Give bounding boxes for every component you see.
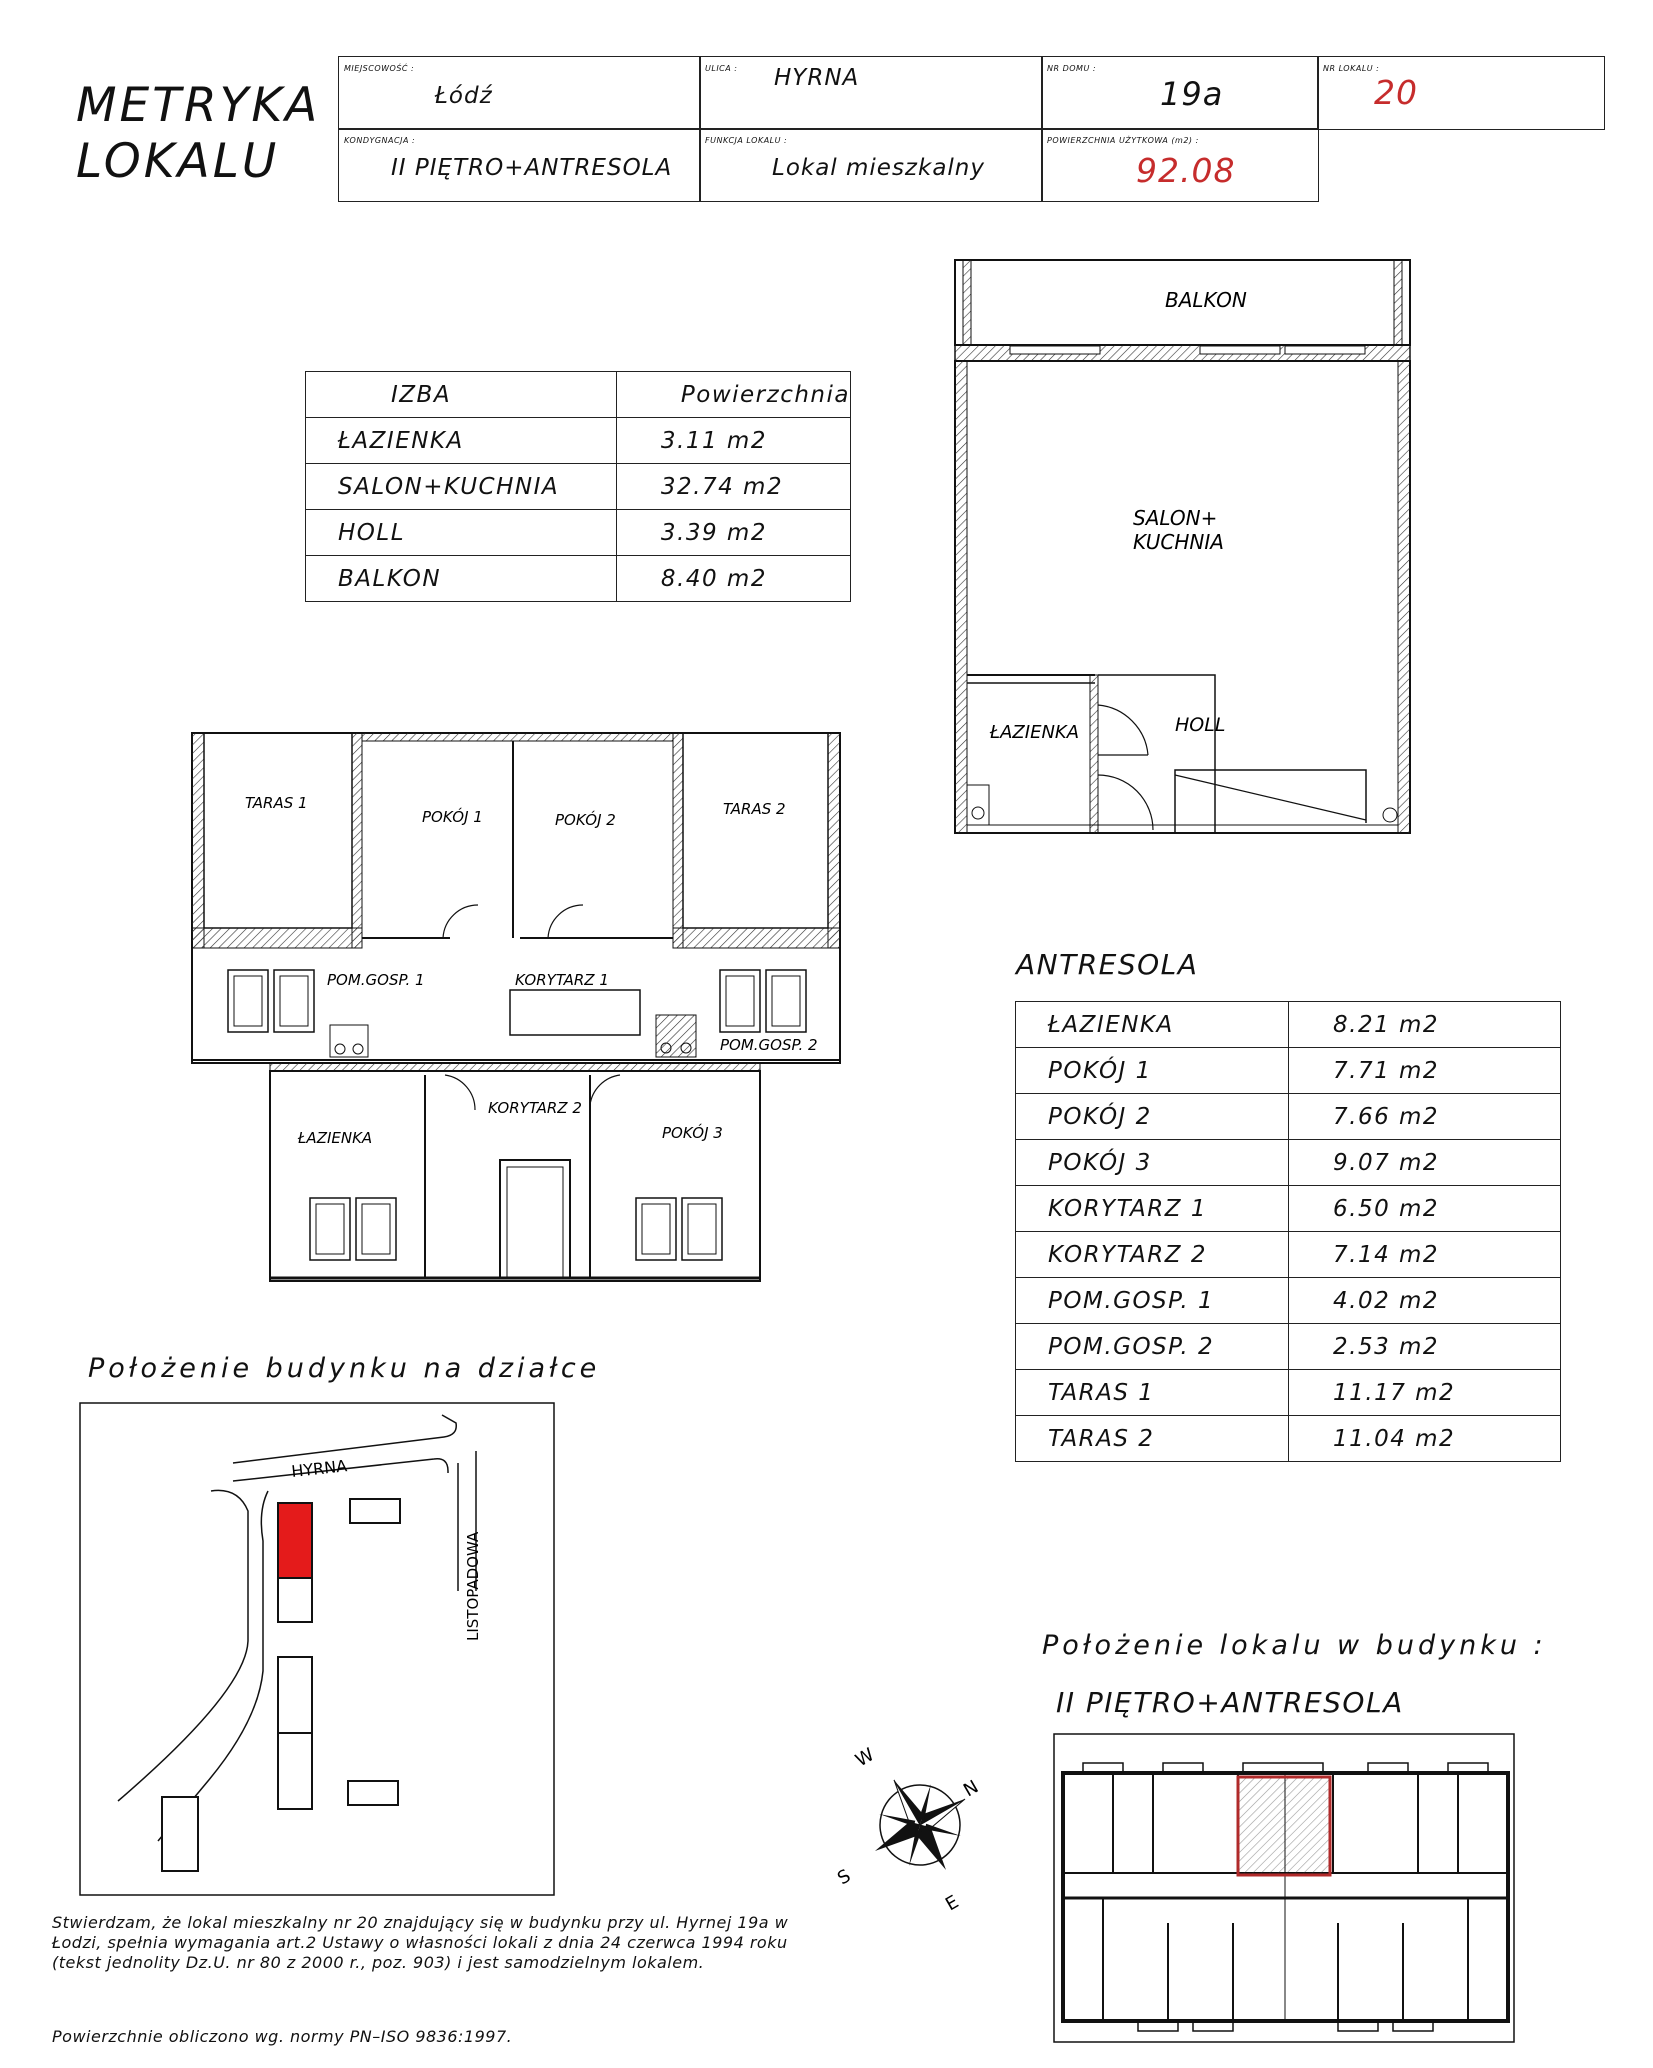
compass-north: N (960, 1776, 983, 1802)
table-row (306, 556, 851, 602)
room-area-cell: 8.21 m2 (1289, 1002, 1561, 1048)
table-row (1016, 1186, 1561, 1232)
field-label: FUNKCJA LOKALU : (705, 136, 788, 145)
field-funkcja (699, 128, 1043, 202)
table-row (1016, 1416, 1561, 1462)
table-header-cell: IZBA (306, 372, 617, 418)
room-name-cell: HOLL (306, 510, 617, 556)
upper-label-holl: HOLL (1175, 714, 1226, 736)
compass-star (849, 1754, 991, 1896)
upper-label-balkon: BALKON (1165, 288, 1247, 312)
antr-label-korytarz2: KORYTARZ 2 (488, 1099, 582, 1117)
room-name-cell: TARAS 1 (1016, 1370, 1289, 1416)
table-row (1016, 1370, 1561, 1416)
field-ulica (699, 56, 1043, 130)
room-name-cell: BALKON (306, 556, 617, 602)
room-name-cell: ŁAZIENKA (1016, 1002, 1289, 1048)
title-line-2: LOKALU (76, 134, 280, 189)
room-area-cell: 7.14 m2 (1289, 1232, 1561, 1278)
room-area-cell: 8.40 m2 (616, 556, 850, 602)
compass-rose-icon (834, 1735, 998, 1916)
room-area-cell: 7.71 m2 (1289, 1048, 1561, 1094)
table-row (306, 510, 851, 556)
site-plan-title: Położenie budynku na działce (88, 1353, 601, 1384)
field-label: MIEJSCOWOŚĆ : (344, 64, 415, 73)
antresola-area-table (1015, 1001, 1561, 1462)
field-value: 19a (1160, 75, 1224, 113)
room-area-cell: 6.50 m2 (1289, 1186, 1561, 1232)
room-area-cell: 7.66 m2 (1289, 1094, 1561, 1140)
room-name-cell: POKÓJ 1 (1016, 1048, 1289, 1094)
site-building (278, 1657, 312, 1733)
antr-label-taras2: TARAS 2 (723, 800, 786, 818)
upper-label-salon-1: SALON+ (1133, 506, 1218, 530)
floor-plan-antresola (190, 730, 846, 1285)
antr-label-korytarz1: KORYTARZ 1 (515, 971, 609, 989)
field-label: POWIERZCHNIA UŻYTKOWA (m2) : (1047, 136, 1199, 145)
norm-note: Powierzchnie obliczono wg. normy PN–ISO 9836:1997. (52, 2027, 513, 2046)
vent-shafts (330, 1015, 696, 1057)
site-building (162, 1797, 198, 1871)
table-row (1016, 1324, 1561, 1370)
field-value: HYRNA (774, 65, 860, 91)
field-label: NR DOMU : (1047, 64, 1097, 73)
room-name-cell: TARAS 2 (1016, 1416, 1289, 1462)
antr-label-pomgosp2: POM.GOSP. 2 (720, 1036, 818, 1054)
compass-west: W (852, 1744, 878, 1772)
compass-east: E (942, 1891, 963, 1916)
field-value: Łódź (435, 83, 493, 109)
field-value: 20 (1374, 73, 1418, 112)
field-kondygnacja (338, 128, 701, 202)
balcony-wall (955, 345, 1410, 361)
upper-label-lazienka: ŁAZIENKA (990, 722, 1080, 743)
room-name-cell: ŁAZIENKA (306, 418, 617, 464)
antr-label-lazienka: ŁAZIENKA (298, 1129, 373, 1147)
table-row (1016, 1140, 1561, 1186)
upper-label-salon-2: KUCHNIA (1133, 530, 1224, 554)
location-floor: II PIĘTRO+ANTRESOLA (1056, 1686, 1404, 1719)
antr-label-pokoj1: POKÓJ 1 (422, 808, 483, 826)
field-nr-lokalu (1317, 56, 1605, 130)
room-area-cell: 32.74 m2 (616, 464, 850, 510)
room-area-cell: 11.04 m2 (1289, 1416, 1561, 1462)
room-name-cell: KORYTARZ 2 (1016, 1232, 1289, 1278)
site-building (278, 1733, 312, 1809)
table-row (1016, 1094, 1561, 1140)
site-building (278, 1578, 312, 1622)
apartment-highlight (1238, 1777, 1330, 1875)
room-name-cell: POKÓJ 3 (1016, 1140, 1289, 1186)
room-area-cell: 11.17 m2 (1289, 1370, 1561, 1416)
room-area-cell: 4.02 m2 (1289, 1278, 1561, 1324)
table-row (306, 464, 851, 510)
street-label-hyrna: HYRNA (290, 1456, 348, 1481)
field-powierzchnia (1041, 128, 1319, 202)
site-building (348, 1781, 398, 1805)
antr-label-pomgosp1: POM.GOSP. 1 (327, 971, 425, 989)
antr-label-pokoj3: POKÓJ 3 (662, 1124, 723, 1142)
room-area-table (305, 371, 851, 602)
field-value: 92.08 (1136, 151, 1236, 190)
room-area-cell: 3.39 m2 (616, 510, 850, 556)
field-nr-domu (1041, 56, 1319, 130)
field-value: II PIĘTRO+ANTRESOLA (391, 155, 673, 181)
site-building (350, 1499, 400, 1523)
table-row (1016, 1278, 1561, 1324)
field-label: NR LOKALU : (1323, 64, 1380, 73)
table-row (1016, 1232, 1561, 1278)
field-label: KONDYGNACJA : (344, 136, 416, 145)
floor-plan-upper (950, 255, 1420, 835)
street-label-listopadowa: LISTOPADOWA (464, 1531, 482, 1641)
antr-label-pokoj2: POKÓJ 2 (555, 811, 616, 829)
table-header-cell: Powierzchnia (616, 372, 850, 418)
field-label: ULICA : (705, 64, 738, 73)
statement-text: Stwierdzam, że lokal mieszkalny nr 20 znajdujący się w budynku przy ul. Hyrnej 19a w Łodzi, spełnia wymagania art.2 Ustawy o własności lokali z dnia 24 czerwca 1994 roku (tekst jednolity Dz.U. nr 80 z 2000 r., poz. 903) i jest samodzielnym lokalem. (52, 1913, 789, 1972)
room-name-cell: SALON+KUCHNIA (306, 464, 617, 510)
antr-label-taras1: TARAS 1 (245, 794, 308, 812)
room-area-cell: 9.07 m2 (1289, 1140, 1561, 1186)
room-name-cell: POM.GOSP. 2 (1016, 1324, 1289, 1370)
document-title (76, 78, 320, 190)
table-row (1016, 1002, 1561, 1048)
room-area-cell: 3.11 m2 (616, 418, 850, 464)
site-building-highlight (278, 1503, 312, 1578)
room-name-cell: POKÓJ 2 (1016, 1094, 1289, 1140)
compass-south: S (834, 1865, 855, 1890)
title-line-1: METRYKA (76, 78, 321, 133)
table-header-row (306, 372, 851, 418)
room-name-cell: POM.GOSP. 1 (1016, 1278, 1289, 1324)
field-miejscowosc (338, 56, 701, 130)
site-plan (78, 1401, 560, 1901)
antresola-title: ANTRESOLA (1016, 948, 1199, 981)
room-area-cell: 2.53 m2 (1289, 1324, 1561, 1370)
building-location-plan (1053, 1733, 1517, 2045)
location-title: Położenie lokalu w budynku : (1042, 1630, 1547, 1661)
table-row (306, 418, 851, 464)
apartment-walls (955, 361, 1410, 833)
field-value: Lokal mieszkalny (772, 155, 985, 181)
room-name-cell: KORYTARZ 1 (1016, 1186, 1289, 1232)
table-row (1016, 1048, 1561, 1094)
